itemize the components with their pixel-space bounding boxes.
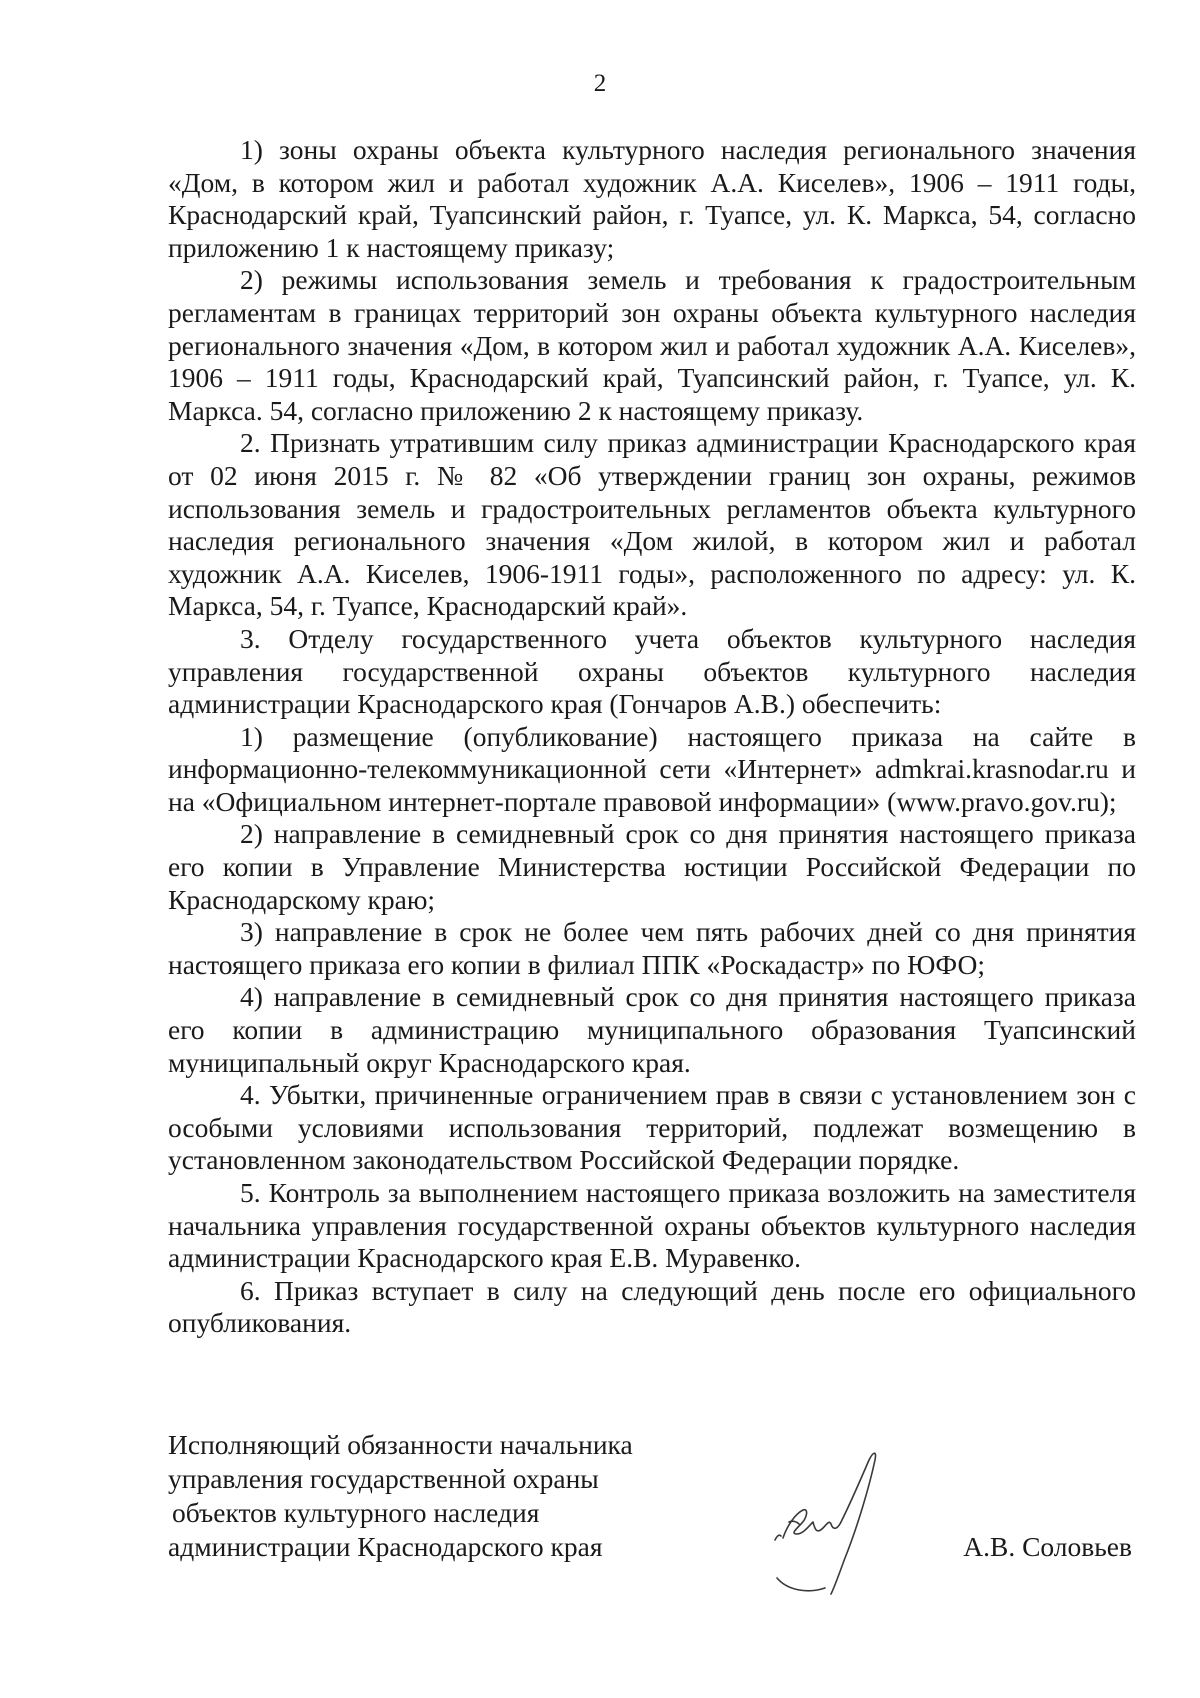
paragraph-3-3: 3) направление в срок не более чем пять рабочих дней со дня принятия настоящего приказа его копии в филиал ППК «Роскадастр» по ЮФО; <box>168 916 1136 980</box>
signer-name: А.В. Соловьев <box>963 1531 1132 1562</box>
paragraph-5: 5. Контроль за выполнением настоящего приказа возложить на заместителя начальника управления государственной охраны объектов культурного наследия администрации Краснодарского края Е.В. Муравенко. <box>168 1177 1136 1274</box>
signature-block <box>168 1428 1136 1628</box>
signer-position-line: Исполняющий обязанности начальника <box>168 1429 633 1460</box>
signer-position-line: управления государственной охраны <box>168 1463 599 1494</box>
page-number: 2 <box>593 70 607 97</box>
handwritten-signature-icon <box>773 1418 883 1598</box>
paragraph-3: 3. Отделу государственного учета объектов культурного наследия управления государственной охраны объектов культурного наследия администрации Краснодарского края (Гончаров А.В.) обеспечить: <box>168 622 1136 720</box>
signer-position-line: объектов культурного наследия <box>172 1497 540 1528</box>
signer-position-line: администрации Краснодарского края <box>168 1531 603 1562</box>
paragraph-4: 4. Убытки, причиненные ограничением прав в связи с установлением зон с особыми условиями использования территорий, подлежат возмещению в установленном законодательством Российской Федерации порядке. <box>168 1079 1136 1176</box>
paragraph-3-4: 4) направление в семидневный срок со дня принятия настоящего приказа его копии в администрацию муниципального образования Туапсинский муниципальный округ Краснодарского края. <box>168 981 1136 1078</box>
paragraph-2: 2. Признать утратившим силу приказ администрации Краснодарского края от 02 июня 2015 г. № 82 «Об утверждении границ зон охраны, режимов использования земель и градостроительных регламентов объекта культурного наследия регионального значения «Дом жилой, в котором жил и работал художник А.А. Киселев, 1906-1911 годы», расположенного по адресу: ул. К. Маркса, 54, г. Туапсе, Краснодарский край». <box>168 427 1136 622</box>
paragraph-3-2: 2) направление в семидневный срок со дня принятия настоящего приказа его копии в Управление Министерства юстиции Российской Федерации по Краснодарскому краю; <box>168 818 1136 915</box>
document-body <box>168 134 1136 1340</box>
paragraph-3-1: 1) размещение (опубликование) настоящего приказа на сайте в информационно-телекоммуникационной сети «Интернет» admkrai.krasnodar.ru и на «Официальном интернет-портале правовой информации» (www.pravo.gov.ru); <box>168 720 1136 817</box>
paragraph-1-2: 2) режимы использования земель и требования к градостроительным регламентам в границах территорий зон охраны объекта культурного наследия регионального значения «Дом, в котором жил и работал художник А.А. Киселев», 1906 – 1911 годы, Краснодарский край, Туапсинский район, г. Туапсе, ул. К. Маркса. 54, согласно приложению 2 к настоящему приказу. <box>168 264 1136 426</box>
paragraph-6: 6. Приказ вступает в силу на следующий день после его официального опубликования. <box>168 1274 1136 1339</box>
paragraph-1-1: 1) зоны охраны объекта культурного наследия регионального значения «Дом, в котором жил и работал художник А.А. Киселев», 1906 – 1911 годы, Краснодарский край, Туапсинский район, г. Туапсе, ул. К. Маркса, 54, согласно приложению 1 к настоящему приказу; <box>168 134 1136 263</box>
